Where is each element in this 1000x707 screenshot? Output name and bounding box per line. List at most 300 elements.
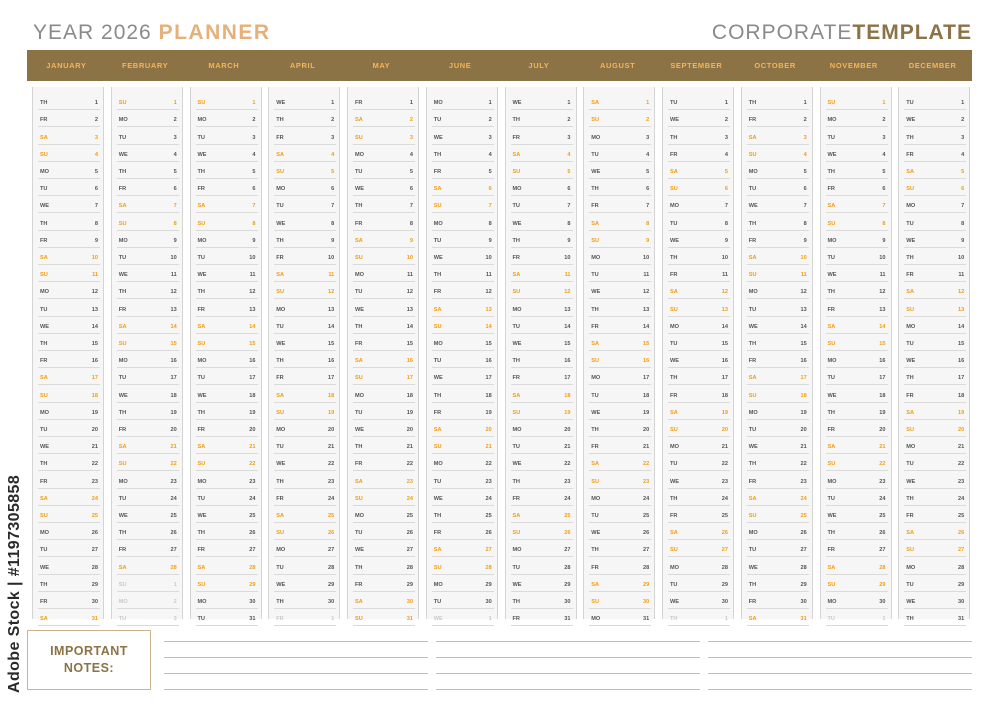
day-name: SA [748, 254, 757, 261]
day-row [826, 213, 888, 230]
day-name: SA [906, 530, 915, 537]
day-number: 27 [643, 547, 650, 554]
day-number: 28 [564, 564, 571, 571]
day-row [196, 403, 258, 420]
day-row [432, 127, 494, 144]
day-name: FR [197, 547, 205, 554]
day-name: TU [512, 444, 520, 451]
day-name: MO [591, 495, 601, 502]
day-number: 24 [800, 495, 807, 502]
day-row [747, 110, 809, 127]
day-number: 13 [170, 306, 177, 313]
day-name: TH [40, 100, 48, 107]
day-row [38, 179, 100, 196]
day-number: 2 [488, 117, 492, 124]
day-number: 4 [409, 151, 413, 158]
day-name: SA [118, 323, 127, 330]
day-number: 28 [643, 564, 650, 571]
day-name: MO [591, 375, 601, 382]
day-number: 8 [724, 220, 728, 227]
month-header-september: SEPTEMBER [670, 61, 723, 70]
title-year: YEAR 2026 [33, 21, 152, 44]
day-name: MO [40, 530, 50, 537]
day-number: 8 [409, 220, 413, 227]
day-row [117, 145, 179, 162]
day-row [117, 351, 179, 368]
day-number: 16 [485, 358, 492, 365]
day-name: MO [40, 289, 50, 296]
day-number: 19 [485, 409, 492, 416]
template-title [712, 20, 972, 46]
day-name: SA [118, 564, 127, 571]
day-name: SU [906, 426, 915, 433]
day-number: 17 [170, 375, 177, 382]
day-name: SU [827, 581, 836, 588]
day-row [196, 162, 258, 179]
day-number: 3 [646, 134, 650, 141]
day-row [668, 609, 730, 626]
day-name: SU [748, 392, 757, 399]
day-row [589, 540, 651, 557]
title-template: TEMPLATE [852, 21, 972, 44]
day-row [668, 575, 730, 592]
day-number: 26 [170, 530, 177, 537]
day-row [117, 557, 179, 574]
day-number: 29 [800, 581, 807, 588]
day-row [826, 265, 888, 282]
day-row [274, 231, 336, 248]
month-column-june [426, 87, 498, 623]
day-name: TH [40, 461, 48, 468]
day-name: SA [827, 564, 836, 571]
day-name: MO [433, 220, 443, 227]
day-row [589, 609, 651, 626]
day-number: 28 [170, 564, 177, 571]
day-number: 19 [643, 409, 650, 416]
day-row [904, 454, 966, 471]
day-number: 15 [879, 340, 886, 347]
day-number: 3 [252, 134, 256, 141]
day-row [38, 420, 100, 437]
day-number: 20 [485, 426, 492, 433]
day-number: 11 [643, 272, 650, 279]
day-row [589, 489, 651, 506]
day-name: MO [197, 358, 207, 365]
day-name: TH [197, 530, 205, 537]
day-name: TH [512, 237, 520, 244]
month-header-july: JULY [528, 61, 550, 70]
day-name: MO [197, 478, 207, 485]
day-name: SU [433, 564, 442, 571]
day-name: WE [748, 323, 758, 330]
day-name: TH [118, 409, 127, 416]
day-row [196, 248, 258, 265]
day-name: WE [906, 478, 916, 485]
day-name: TU [118, 254, 127, 261]
day-number: 31 [564, 616, 571, 623]
day-row [432, 248, 494, 265]
day-row [353, 110, 415, 127]
day-name: WE [118, 272, 128, 279]
day-row [904, 540, 966, 557]
day-name: SA [355, 237, 363, 244]
day-number: 29 [485, 581, 492, 588]
day-name: FR [827, 186, 835, 193]
day-row [353, 334, 415, 351]
day-name: SA [748, 616, 757, 623]
day-name: SU [355, 375, 363, 382]
day-name: TU [512, 203, 520, 210]
day-row [196, 385, 258, 402]
day-name: FR [197, 426, 205, 433]
day-number: 26 [406, 530, 413, 537]
day-row [511, 471, 573, 488]
day-number: 14 [564, 323, 571, 330]
day-number: 7 [646, 203, 650, 210]
day-name: MO [906, 564, 916, 571]
day-name: MO [355, 151, 365, 158]
day-number: 3 [961, 134, 965, 141]
day-row [117, 196, 179, 213]
day-number: 19 [328, 409, 335, 416]
day-row [196, 145, 258, 162]
day-name: WE [906, 598, 916, 605]
day-number: 6 [724, 186, 728, 193]
day-row [117, 282, 179, 299]
day-row [38, 575, 100, 592]
day-number: 3 [173, 616, 177, 623]
day-name: TU [355, 289, 363, 296]
day-name: TU [670, 340, 678, 347]
day-number: 15 [800, 340, 807, 347]
day-name: SA [355, 598, 363, 605]
day-row [826, 317, 888, 334]
day-name: TU [748, 426, 757, 433]
day-name: SA [276, 392, 285, 399]
day-row [274, 145, 336, 162]
day-name: TU [591, 392, 599, 399]
day-row [274, 334, 336, 351]
month-header-may: MAY [372, 61, 391, 70]
day-number: 14 [249, 323, 256, 330]
title-corporate: CORPORATE [711, 21, 853, 44]
day-row [432, 592, 494, 609]
month-header-band [27, 50, 972, 81]
day-row [826, 110, 888, 127]
day-number: 18 [564, 392, 571, 399]
day-number: 13 [643, 306, 650, 313]
day-number: 1 [882, 100, 886, 107]
day-row [196, 609, 258, 626]
day-name: MO [827, 598, 837, 605]
day-number: 29 [879, 581, 886, 588]
day-row [668, 523, 730, 540]
day-name: SA [906, 289, 915, 296]
day-row [511, 540, 573, 557]
day-name: FR [197, 306, 205, 313]
day-row [904, 368, 966, 385]
day-row [196, 110, 258, 127]
day-number: 6 [803, 186, 807, 193]
day-row [117, 385, 179, 402]
day-name: FR [276, 495, 284, 502]
day-row [668, 162, 730, 179]
day-row [826, 385, 888, 402]
day-row [117, 368, 179, 385]
day-row [747, 162, 809, 179]
day-number: 16 [170, 358, 177, 365]
day-name: WE [512, 220, 522, 227]
day-number: 11 [722, 272, 728, 279]
day-row [511, 213, 573, 230]
day-number: 13 [485, 306, 492, 313]
day-row [196, 506, 258, 523]
day-number: 6 [488, 186, 492, 193]
day-number: 25 [406, 512, 413, 519]
day-row [904, 145, 966, 162]
month-header-december: DECEMBER [908, 61, 957, 70]
day-number: 7 [961, 203, 965, 210]
day-number: 4 [488, 151, 492, 158]
day-row [904, 557, 966, 574]
day-name: FR [670, 272, 678, 279]
day-row [668, 420, 730, 437]
day-number: 13 [91, 306, 98, 313]
day-number: 15 [958, 340, 965, 347]
day-row [353, 557, 415, 574]
day-row [432, 162, 494, 179]
day-number: 27 [721, 547, 728, 554]
day-row [274, 489, 336, 506]
day-number: 9 [567, 237, 571, 244]
day-number: 2 [961, 117, 965, 124]
day-name: SA [591, 100, 600, 107]
day-name: TH [276, 237, 284, 244]
day-number: 8 [331, 220, 335, 227]
day-name: MO [197, 598, 207, 605]
day-name: FR [40, 598, 48, 605]
day-row [589, 575, 651, 592]
day-name: SU [40, 151, 48, 158]
day-row [668, 454, 730, 471]
day-name: SU [118, 461, 127, 468]
day-name: SA [512, 512, 521, 519]
day-row [353, 145, 415, 162]
day-number: 7 [331, 203, 335, 210]
day-name: SA [512, 392, 521, 399]
day-row [668, 127, 730, 144]
day-number: 3 [94, 134, 98, 141]
day-number: 6 [961, 186, 965, 193]
day-row [353, 162, 415, 179]
day-row [589, 248, 651, 265]
day-row [589, 523, 651, 540]
month-header-march: MARCH [208, 61, 240, 70]
day-row [38, 592, 100, 609]
day-name: TU [591, 512, 599, 519]
day-number: 12 [643, 289, 650, 296]
day-name: SA [433, 547, 442, 554]
day-name: MO [197, 237, 207, 244]
day-number: 1 [724, 100, 728, 107]
day-row [589, 179, 651, 196]
day-row [38, 265, 100, 282]
day-name: MO [512, 186, 522, 193]
day-name: WE [433, 616, 443, 623]
day-number: 30 [958, 598, 965, 605]
day-name: MO [276, 186, 286, 193]
day-number: 19 [879, 409, 886, 416]
day-row [274, 437, 336, 454]
day-number: 18 [721, 392, 728, 399]
day-row [432, 471, 494, 488]
day-row [274, 179, 336, 196]
day-number: 24 [485, 495, 492, 502]
day-name: TH [670, 495, 678, 502]
month-column-april [268, 87, 340, 623]
day-row [38, 351, 100, 368]
day-name: TU [276, 564, 284, 571]
day-number: 29 [91, 581, 98, 588]
day-name: SA [197, 564, 206, 571]
day-name: SU [906, 306, 915, 313]
day-name: SA [827, 444, 836, 451]
day-name: FR [748, 598, 757, 605]
day-name: TH [748, 340, 757, 347]
day-number: 14 [643, 323, 650, 330]
day-number: 12 [485, 289, 492, 296]
day-row [511, 145, 573, 162]
day-number: 19 [249, 409, 256, 416]
day-number: 30 [564, 598, 571, 605]
day-number: 21 [564, 444, 571, 451]
day-name: FR [591, 323, 599, 330]
day-number: 4 [803, 151, 807, 158]
day-row [432, 265, 494, 282]
day-row [511, 127, 573, 144]
day-number: 5 [488, 168, 492, 175]
day-number: 10 [91, 254, 98, 261]
month-column-december [898, 87, 970, 623]
day-row [904, 489, 966, 506]
day-row [196, 575, 258, 592]
day-row [589, 420, 651, 437]
day-name: MO [276, 426, 286, 433]
day-name: SU [118, 100, 127, 107]
day-row [432, 403, 494, 420]
day-row [589, 557, 651, 574]
day-number: 10 [249, 254, 256, 261]
day-row [117, 592, 179, 609]
day-name: SU [827, 340, 836, 347]
day-number: 15 [170, 340, 177, 347]
day-number: 17 [485, 375, 492, 382]
day-name: MO [827, 478, 837, 485]
day-name: TU [748, 186, 757, 193]
day-row [432, 557, 494, 574]
day-number: 10 [328, 254, 335, 261]
day-name: TU [197, 495, 205, 502]
day-number: 2 [252, 117, 256, 124]
day-row [117, 437, 179, 454]
day-name: WE [40, 444, 50, 451]
day-row [432, 93, 494, 110]
day-row [589, 471, 651, 488]
day-number: 28 [485, 564, 492, 571]
day-row [904, 282, 966, 299]
day-number: 23 [91, 478, 98, 485]
day-number: 21 [406, 444, 413, 451]
day-number: 11 [407, 272, 413, 279]
day-row [117, 248, 179, 265]
day-number: 8 [803, 220, 807, 227]
day-number: 29 [958, 581, 965, 588]
day-number: 2 [803, 117, 807, 124]
day-name: FR [827, 306, 835, 313]
day-name: SU [827, 100, 836, 107]
day-name: WE [512, 581, 522, 588]
day-number: 7 [803, 203, 807, 210]
day-name: SU [512, 168, 521, 175]
day-row [668, 592, 730, 609]
day-name: FR [355, 220, 363, 227]
day-name: TU [591, 151, 599, 158]
day-name: FR [40, 117, 48, 124]
day-name: TU [512, 564, 520, 571]
day-name: TH [276, 358, 284, 365]
day-number: 8 [252, 220, 256, 227]
day-number: 30 [879, 598, 886, 605]
day-row [904, 110, 966, 127]
day-number: 30 [485, 598, 492, 605]
day-number: 29 [643, 581, 650, 588]
day-row [196, 231, 258, 248]
day-number: 25 [170, 512, 177, 519]
day-row [904, 609, 966, 626]
day-name: SA [40, 254, 48, 261]
note-line [708, 689, 972, 690]
day-name: SU [906, 547, 915, 554]
day-name: FR [355, 461, 363, 468]
day-name: FR [512, 375, 520, 382]
day-row [589, 334, 651, 351]
day-row [668, 506, 730, 523]
day-name: SA [748, 375, 757, 382]
day-name: SA [591, 340, 600, 347]
day-row [747, 609, 809, 626]
day-row [904, 162, 966, 179]
day-number: 16 [249, 358, 256, 365]
day-number: 8 [173, 220, 177, 227]
note-line [436, 689, 700, 690]
note-line [708, 641, 972, 642]
day-number: 20 [643, 426, 650, 433]
day-number: 23 [643, 478, 650, 485]
day-number: 23 [170, 478, 177, 485]
day-row [747, 557, 809, 574]
month-column-january [32, 87, 104, 623]
day-name: SA [276, 272, 285, 279]
day-row [826, 506, 888, 523]
day-row [826, 592, 888, 609]
day-number: 7 [567, 203, 571, 210]
day-number: 4 [724, 151, 728, 158]
day-name: FR [748, 478, 757, 485]
day-number: 15 [249, 340, 256, 347]
day-number: 2 [409, 117, 413, 124]
day-row [353, 213, 415, 230]
day-row [511, 110, 573, 127]
